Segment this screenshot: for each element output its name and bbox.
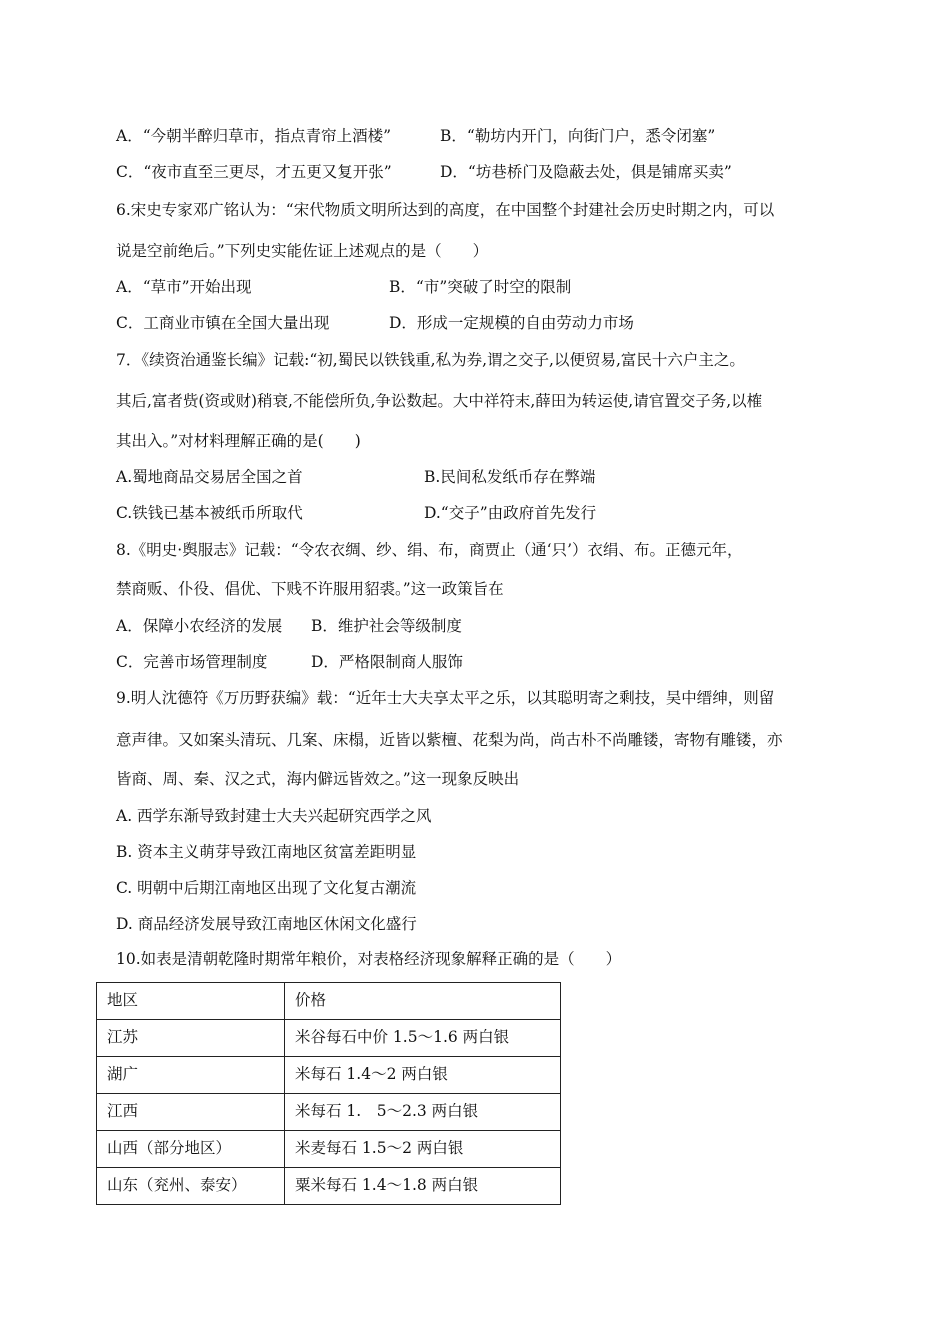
- q10-stem-line1: 10.如表是清朝乾隆时期常年粮价，对表格经济现象解释正确的是（ ）: [116, 950, 622, 968]
- q8-option-a: A．保障小农经济的发展: [116, 617, 283, 635]
- table-cell-region: 山东（兖州、泰安）: [97, 1168, 285, 1205]
- q8-option-d: D．严格限制商人服饰: [311, 653, 463, 671]
- table-header-price: 价格: [285, 983, 561, 1020]
- q6-stem-line1: 6.宋史专家邓广铭认为：“宋代物质文明所达到的高度，在中国整个封建社会历史时期之内，可以: [116, 201, 775, 219]
- q9-option-c: C. 明朝中后期江南地区出现了文化复古潮流: [116, 879, 417, 897]
- q6-option-c: C．工商业市镇在全国大量出现: [116, 314, 330, 332]
- table-cell-price: 米麦每石 1.5～2 两白银: [285, 1131, 561, 1168]
- table-cell-region: 江西: [97, 1094, 285, 1131]
- q7-option-c: C.铁钱已基本被纸币所取代: [116, 504, 303, 522]
- q6-option-b: B．“市”突破了时空的限制: [389, 278, 572, 296]
- table-cell-price: 米每石 1. 5～2.3 两白银: [285, 1094, 561, 1131]
- q8-stem-line2: 禁商贩、仆役、倡优、下贱不许服用貂裘。”这一政策旨在: [116, 580, 504, 598]
- grain-price-table: [96, 982, 561, 1205]
- q7-stem-line3: 其出入。”对材料理解正确的是( ): [116, 432, 361, 450]
- q9-option-a: A. 西学东渐导致封建士大夫兴起研究西学之风: [116, 807, 432, 825]
- q7-stem-line1: 7．《续资治通鉴长编》记载:“初,蜀民以铁钱重,私为券,谓之交子,以便贸易,富民十六户主之。: [116, 351, 745, 369]
- q6-option-d: D．形成一定规模的自由劳动力市场: [389, 314, 634, 332]
- q7-option-b: B.民间私发纸币存在弊端: [424, 468, 596, 486]
- q6-option-a: A．“草市”开始出现: [116, 278, 252, 296]
- q6-stem-line2: 说是空前绝后。”下列史实能佐证上述观点的是（ ）: [116, 242, 489, 260]
- q5-option-d: D．“坊巷桥门及隐蔽去处，俱是铺席买卖”: [440, 163, 732, 181]
- q5-option-b: B．“勒坊内开门，向街门户，悉令闭塞”: [440, 127, 716, 145]
- q7-option-a: A.蜀地商品交易居全国之首: [116, 468, 303, 486]
- q9-option-b: B. 资本主义萌芽导致江南地区贫富差距明显: [116, 843, 417, 861]
- table-cell-price: 米每石 1.4～2 两白银: [285, 1057, 561, 1094]
- q9-option-d: D. 商品经济发展导致江南地区休闲文化盛行: [116, 915, 417, 933]
- q9-stem-line1: 9.明人沈德符《万历野获编》载：“近年士大夫享太平之乐，以其聪明寄之剩技，吴中缙绅，则留: [116, 689, 775, 707]
- table-row: [97, 1094, 561, 1131]
- table-row: [97, 1057, 561, 1094]
- q7-stem-line2: 其后,富者赀(资或财)稍衰,不能偿所负,争讼数起。大中祥符末,薛田为转运使,请官置交子务,以榷: [116, 392, 763, 410]
- table-row: [97, 1168, 561, 1205]
- q9-stem-line2: 意声律。又如案头清玩、几案、床榻，近皆以紫檀、花梨为尚，尚古朴不尚雕镂，寄物有雕镂，亦: [116, 731, 783, 749]
- q5-option-a: A．“今朝半醉归草市，指点青帘上酒楼”: [116, 127, 392, 145]
- table-header-row: [97, 983, 561, 1020]
- table-row: [97, 1020, 561, 1057]
- table-header-region: 地区: [97, 983, 285, 1020]
- q9-stem-line3: 皆商、周、秦、汉之式，海内僻远皆效之。”这一现象反映出: [116, 770, 520, 788]
- table-cell-region: 江苏: [97, 1020, 285, 1057]
- q8-option-b: B．维护社会等级制度: [311, 617, 462, 635]
- table-row: [97, 1131, 561, 1168]
- table-cell-price: 米谷每石中价 1.5～1.6 两白银: [285, 1020, 561, 1057]
- q8-stem-line1: 8.《明史·舆服志》记载：“令农衣绸、纱、绢、布，商贾止（通‘只’）衣绢、布。正德元年，: [116, 541, 743, 559]
- table-cell-region: 山西（部分地区）: [97, 1131, 285, 1168]
- q5-option-c: C．“夜市直至三更尽，才五更又复开张”: [116, 163, 392, 181]
- q8-option-c: C．完善市场管理制度: [116, 653, 268, 671]
- table-cell-region: 湖广: [97, 1057, 285, 1094]
- table-cell-price: 粟米每石 1.4～1.8 两白银: [285, 1168, 561, 1205]
- q7-option-d: D.“交子”由政府首先发行: [424, 504, 597, 522]
